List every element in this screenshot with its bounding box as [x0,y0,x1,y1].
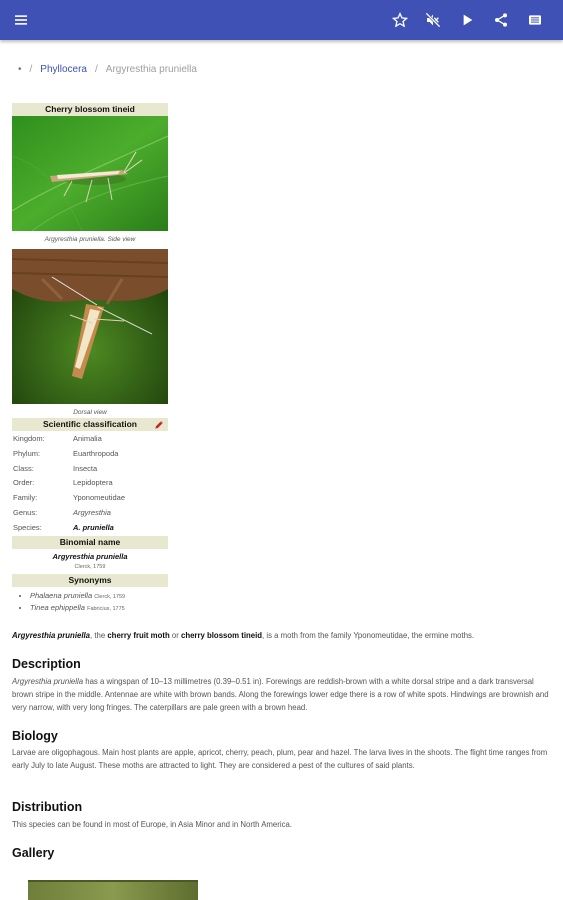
play-button[interactable] [450,0,484,40]
distribution-paragraph: This species can be found in most of Europe, in Asia Minor and in North America. [12,820,292,829]
infobox-title: Cherry blossom tineid [12,103,168,116]
menu-icon [13,12,29,28]
row-label: Kingdom: [13,434,45,443]
contents-icon [527,12,543,28]
biology-heading: Biology [12,729,58,743]
row-label: Family: [13,493,38,503]
contents-button[interactable] [518,0,552,40]
biology-paragraph: Larvae are oligophagous. Main host plants are apple, apricot, cherry, peach, plum, pear and hazel. The larva lives in the shoots. The flight time ranges from early July to late August. These moths are attracted to light. They are considered a pest of the cultures of said plants. [12,748,548,770]
row-label: Species: [13,522,42,532]
breadcrumb-separator: / [29,64,33,75]
description-paragraph [12,675,552,714]
row-label: Genus: [13,507,38,517]
intro-species-name: Argyresthia pruniella [12,631,90,640]
synonym-author[interactable]: Fabricius, 1775 [87,605,125,612]
synonyms-header: Synonyms [12,574,168,587]
intro-text: or [169,631,181,640]
classification-row [12,506,168,521]
row-value: A. pruniella [73,522,114,532]
synonym-name: Phalaena pruniella [30,590,93,600]
app-bar [0,0,563,40]
classification-row [12,476,168,491]
infobox [12,103,168,614]
breadcrumb-current: Argyresthia pruniella [105,64,197,75]
description-text: has a wingspan of 10–13 millimetres (0.39–0.51 in). Forewings are reddish-brown with a white dorsal stripe and a dark transversal brown stripe in the middle. Antennae are white with brown bands. Along the forewings lower edge there is a row of white spots. Hindwings are brownish and very narrow, with very long fringes. The caterpillars are pale green with a brown head. [12,677,549,712]
menu-button[interactable] [4,0,38,40]
play-icon [459,12,475,28]
row-value[interactable]: Argyresthia [73,507,111,517]
intro-common-name: cherry blossom tineid [181,631,263,640]
favorite-button[interactable] [383,0,417,40]
binomial-author[interactable]: Clerck, 1759 [74,563,106,570]
pencil-icon[interactable] [154,419,165,430]
binomial-name-header: Binomial name [12,536,168,549]
breadcrumb-home[interactable]: • [18,64,22,75]
row-label: Class: [13,463,34,473]
synonyms-list [12,590,168,614]
classification-row [12,521,168,536]
synonym-author[interactable]: Clerck, 1759 [94,593,126,600]
classification-row [12,432,168,447]
intro-text: , the [90,631,108,640]
intro-text: , is a moth from the family Yponomeutidae, the ermine moths. [262,631,475,640]
scientific-classification-title: Scientific classification [42,419,137,429]
row-value[interactable]: Animalia [73,434,102,443]
binomial-name [12,549,168,572]
row-value[interactable]: Lepidoptera [73,478,113,488]
distribution-heading: Distribution [12,800,83,814]
row-value[interactable]: Insecta [73,463,98,473]
classification-row [12,447,168,462]
mute-button[interactable] [416,0,450,40]
row-value[interactable]: Euarthropoda [73,448,119,458]
scientific-classification-header [12,418,168,431]
share-icon [493,12,509,28]
synonym-item [30,602,168,614]
gallery-heading: Gallery [12,846,55,860]
breadcrumb-parent-link[interactable]: Phyllocera [40,64,87,75]
synonym-item [30,590,168,602]
classification-row [12,462,168,477]
row-value[interactable]: Yponomeutidae [73,493,125,503]
intro-common-name: cherry fruit moth [107,631,170,640]
breadcrumb-separator: / [95,64,98,75]
volume-off-icon [425,12,441,28]
breadcrumb [18,64,197,75]
classification-row [12,491,168,506]
moth-dorsal-view-photo[interactable] [12,249,168,404]
synonym-name: Tinea ephippella [30,602,85,612]
photo-caption: Dorsal view [73,409,107,416]
row-label: Phylum: [13,448,41,458]
moth-side-view-photo[interactable] [12,116,168,231]
share-button[interactable] [484,0,518,40]
row-label: Order: [13,478,35,488]
photo-caption: Argyresthia pruniella. Side view [44,236,136,243]
star-icon [392,12,408,28]
intro-paragraph [12,629,552,642]
gallery-photo[interactable] [28,880,198,900]
binomial-name-value: Argyresthia pruniella [52,551,128,561]
classification-table [12,432,168,536]
description-species-name: Argyresthia pruniella [12,677,84,686]
description-heading: Description [12,657,81,671]
